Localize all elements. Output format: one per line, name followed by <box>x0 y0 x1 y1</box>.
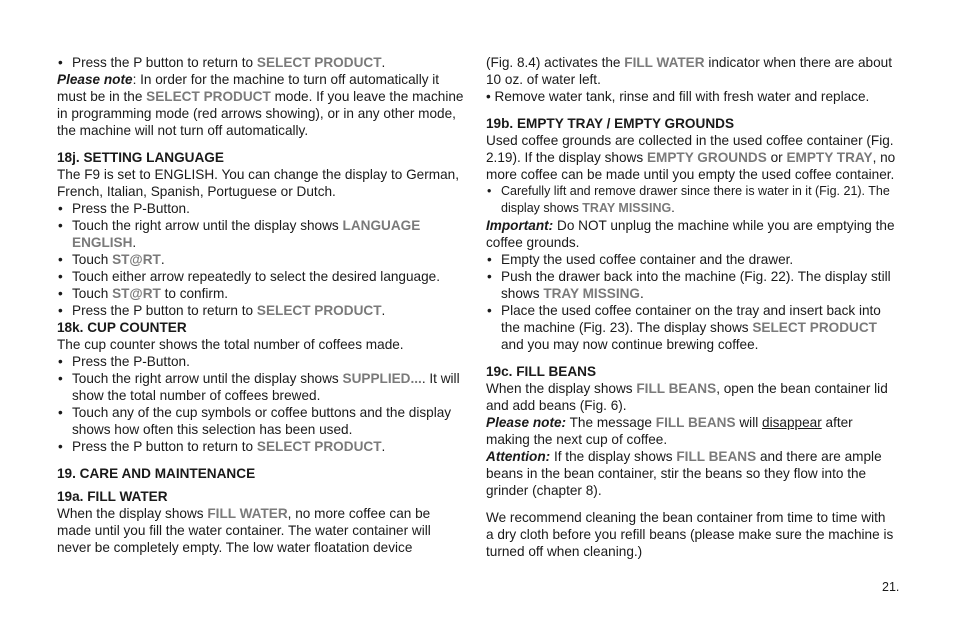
list-item: • Place the used coffee container on the tray and insert back into the machine (Fig. 23). The display shows SELECT PRODUCT and you may now continue brewing coffee. <box>486 302 896 353</box>
list-item: • Carefully lift and remove drawer since there is water in it (Fig. 21). The display shows TRAY MISSING. <box>486 183 896 217</box>
empty-grounds-paragraph: Used coffee grounds are collected in the used coffee container (Fig. 2.19). If the display shows EMPTY GROUNDS or EMPTY TRAY, no more coffee can be made until you empty the used coffee container. <box>486 133 896 182</box>
page-number: 21. <box>882 580 900 594</box>
please-note-beans-paragraph: Please note: The message FILL BEANS will disappear after making the next cup of coffee. <box>486 415 853 447</box>
list-item: • Push the drawer back into the machine (Fig. 22). The display still shows TRAY MISSING. <box>486 268 896 302</box>
heading-19: 19. CARE AND MAINTENANCE <box>57 466 256 481</box>
list-item: • Press the P-Button. <box>57 353 467 370</box>
remove-water-tank-line: • Remove water tank, rinse and fill with fresh water and replace. <box>486 89 870 104</box>
heading-18j: 18j. SETTING LANGUAGE <box>57 150 224 165</box>
attention-paragraph: Attention: If the display shows FILL BEANS and there are ample beans in the bean container, stir the beans so they flow into the grinder (chapter 8). <box>486 449 882 498</box>
fill-water-continued: (Fig. 8.4) activates the FILL WATER indicator when there are about 10 oz. of water left. <box>486 55 892 87</box>
left-column <box>57 54 467 556</box>
list-item: • Touch the right arrow until the display shows SUPPLIED.... It will show the total number of coffees brewed. <box>57 370 467 404</box>
fill-water-paragraph: When the display shows FILL WATER, no more coffee can be made until you fill the water container. The water container will never be completely empty. The low water floatation device <box>57 506 431 555</box>
important-paragraph: Important: Do NOT unplug the machine while you are emptying the coffee grounds. <box>486 218 895 250</box>
cup-counter-intro: The cup counter shows the total number of coffees made. <box>57 337 404 352</box>
list-item: • Press the P button to return to SELECT PRODUCT. <box>57 438 467 455</box>
list-item: • Touch either arrow repeatedly to select the desired language. <box>57 268 467 285</box>
right-column <box>486 54 896 560</box>
list-item: • Touch ST@RT to confirm. <box>57 285 467 302</box>
list-item: • Press the P-Button. <box>57 200 467 217</box>
heading-19c: 19c. FILL BEANS <box>486 364 597 379</box>
list-item: • Touch ST@RT. <box>57 251 467 268</box>
language-intro: The F9 is set to ENGLISH. You can change the display to German, French, Italian, Spanish, Portuguese or Dutch. <box>57 167 459 199</box>
list-item: • Press the P button to return to SELECT PRODUCT. <box>57 302 467 319</box>
bullet-return-select-product: • Press the P button to return to SELECT PRODUCT. <box>57 54 467 71</box>
cleaning-recommendation: We recommend cleaning the bean container from time to time with a dry cloth before you refill beans (please make sure the machine is turned off when cleaning.) <box>486 510 894 559</box>
please-note-paragraph: Please note: In order for the machine to turn off automatically it must be in the SELECT PRODUCT mode. If you leave the machine in programming mode (red arrows showing), or in any other mode, the machine will not turn off automatically. <box>57 72 464 138</box>
list-item: • Touch any of the cup symbols or coffee buttons and the display shows how often this selection has been used. <box>57 404 467 438</box>
heading-18k: 18k. CUP COUNTER <box>57 320 187 335</box>
heading-19a: 19a. FILL WATER <box>57 489 168 504</box>
list-item: • Empty the used coffee container and the drawer. <box>486 251 896 268</box>
list-item: • Touch the right arrow until the display shows LANGUAGE ENGLISH. <box>57 217 467 251</box>
heading-19b: 19b. EMPTY TRAY / EMPTY GROUNDS <box>486 116 735 131</box>
fill-beans-paragraph: When the display shows FILL BEANS, open the bean container lid and add beans (Fig. 6). <box>486 381 888 413</box>
